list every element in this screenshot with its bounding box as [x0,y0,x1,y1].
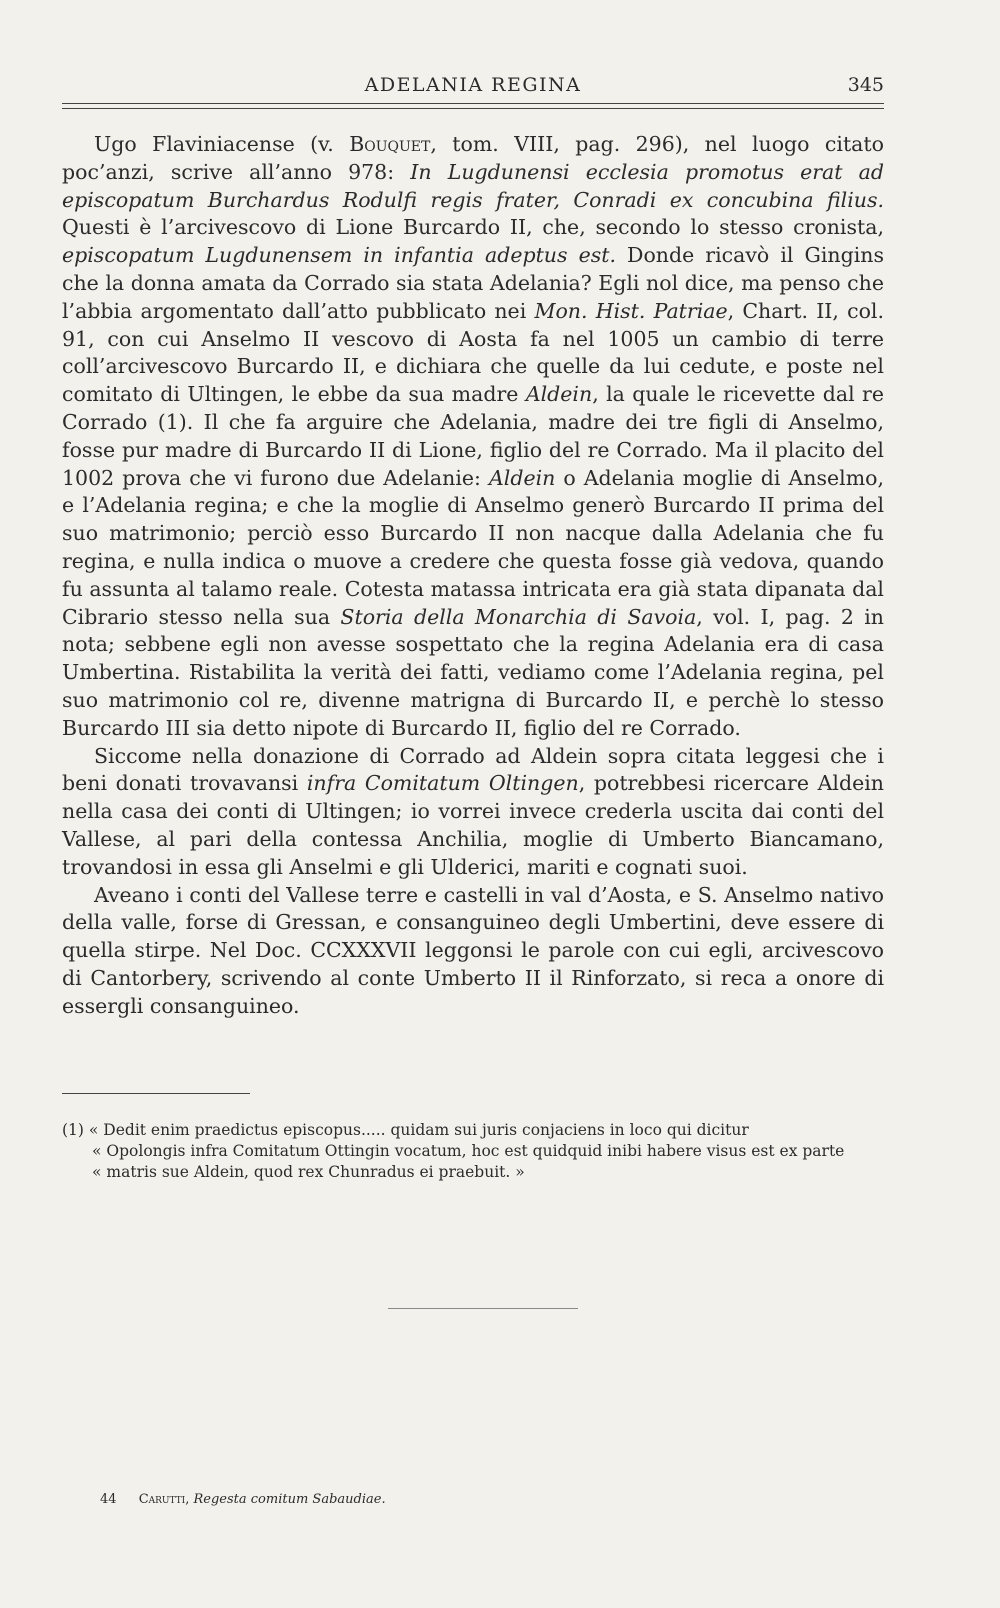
italic-phrase: Storia della Monarchia di Savoia [340,604,697,629]
footnote-line: « matris sue Aldein, quod rex Chunradus ei praebuit. » [92,1163,525,1181]
italic-phrase: Mon. Hist. Patriae [534,298,728,323]
text-run: , potrebbesi ricercare Aldein nella casa dei conti di Ultingen; io vorrei invece crederla uscita dai conti del Vallese, al pari della contessa Anchilia, moglie di Umberto Biancamano, trovandosi in essa gli Anselmi e gli Ulderici, mariti e cognati suoi. [62,771,884,879]
signature-title: Regesta comitum Sabaudiae. [193,1492,386,1507]
text-run: Aveano i conti del Vallese terre e castelli in val d’Aosta, e S. Anselmo nativo della valle, forse di Gressan, e consanguineo degli Umbertini, deve essere di quella stirpe. Nel Doc. CCXXXVII leggonsi le parole con cui egli, arcivescovo di Cantorbery, scrivendo al conte Umberto II il Rinforzato, si reca a onore di essergli consanguineo. [62,882,884,1018]
text-run: , vol. I, pag. 2 in nota; sebbene egli non avesse sospettato che la regina Adelania era di casa Umbertina. Ristabilita la verità dei fatti, vediamo come l’Adelania regina, pel suo matrimonio col re, divenne matrigna di Burcardo II, e perchè lo stesso Burcardo III sia detto nipote di Burcardo II, figlio del re Corrado. [62,604,884,740]
running-title: ADELANIA REGINA [364,74,582,96]
show-through-rule [388,1308,578,1309]
text-run: , tom. VIII, pag. 296), nel luogo citato poc’anzi, scrive all’anno 978: [62,132,884,184]
italic-phrase: Aldein [488,465,556,490]
signature-comma: , [185,1492,194,1507]
footnote-line: « Opolongis infra Comitatum Ottingin vocatum, hoc est quidquid inibi habere visus est ex parte [92,1142,845,1160]
paragraph [62,131,884,743]
text-run: Ugo Flaviniacense (v. [94,132,350,156]
signature-author: Carutti [138,1492,186,1507]
italic-phrase: Aldein [525,382,593,407]
italic-phrase: infra Comitatum Oltingen [306,771,579,796]
footnote [62,1120,886,1183]
signature-line [100,1492,386,1507]
footnote-rule [62,1093,250,1094]
italic-phrase: In Lugdunensi ecclesia promotus erat ad episcopatum Burchardus Rodulfi regis frater, Conradi ex concubina filius. [62,159,884,212]
signature-mark: 44 [100,1492,117,1507]
text-run: Siccome nella donazione di Corrado ad Aldein sopra citata leggesi che i beni donati trovavansi [62,743,884,796]
paragraph [62,882,884,1021]
italic-phrase: episcopatum Lugdunensem in infantia adeptus est. [62,243,616,268]
small-caps-name: Bouquet [349,132,431,156]
text-run: Donde ricavò il Gingins che la donna amata da Corrado sia stata Adelania? Egli nol dice, ma penso che l’abbia argomentato dall’atto pubblicato nei [62,243,885,323]
main-text [62,131,884,1021]
text-run: , Chart. II, col. 91, con cui Anselmo II vescovo di Aosta fa nel 1005 un cambio di terre coll’arcivescovo Burcardo II, e dichiara che quelle da lui cedute, e poste nel comitato di Ultingen, le ebbe da sua madre [62,298,884,407]
text-run: , la quale le ricevette dal re Corrado (1). Il che fa arguire che Adelania, madre dei tre figli di Anselmo, fosse pur madre di Burcardo II di Lione, figlio del re Corrado. Ma il placito del 1002 prova che vi furono due Adelanie: [62,382,884,490]
page-number: 345 [847,74,884,96]
paragraph [62,743,884,882]
text-run: o Adelania moglie di Anselmo, e l’Adelania regina; e che la moglie di Anselmo generò Burcardo II prima del suo matrimonio; perciò esso Burcardo II non nacque dalla Adelania che fu regina, e nulla indica o muove a credere che questa fosse già vedova, quando fu assunta al talamo reale. Cotesta matassa intricata era già stata dipanata dal Cibrario stesso nella sua [62,465,884,629]
page-header [62,74,884,104]
text-run: Questi è l’arcivescovo di Lione Burcardo II, che, secondo lo stesso cronista, [62,215,884,240]
header-rule [62,103,884,109]
footnote-line: (1) « Dedit enim praedictus episcopus..... quidam sui juris conjaciens in loco qui dicitur [62,1121,749,1139]
